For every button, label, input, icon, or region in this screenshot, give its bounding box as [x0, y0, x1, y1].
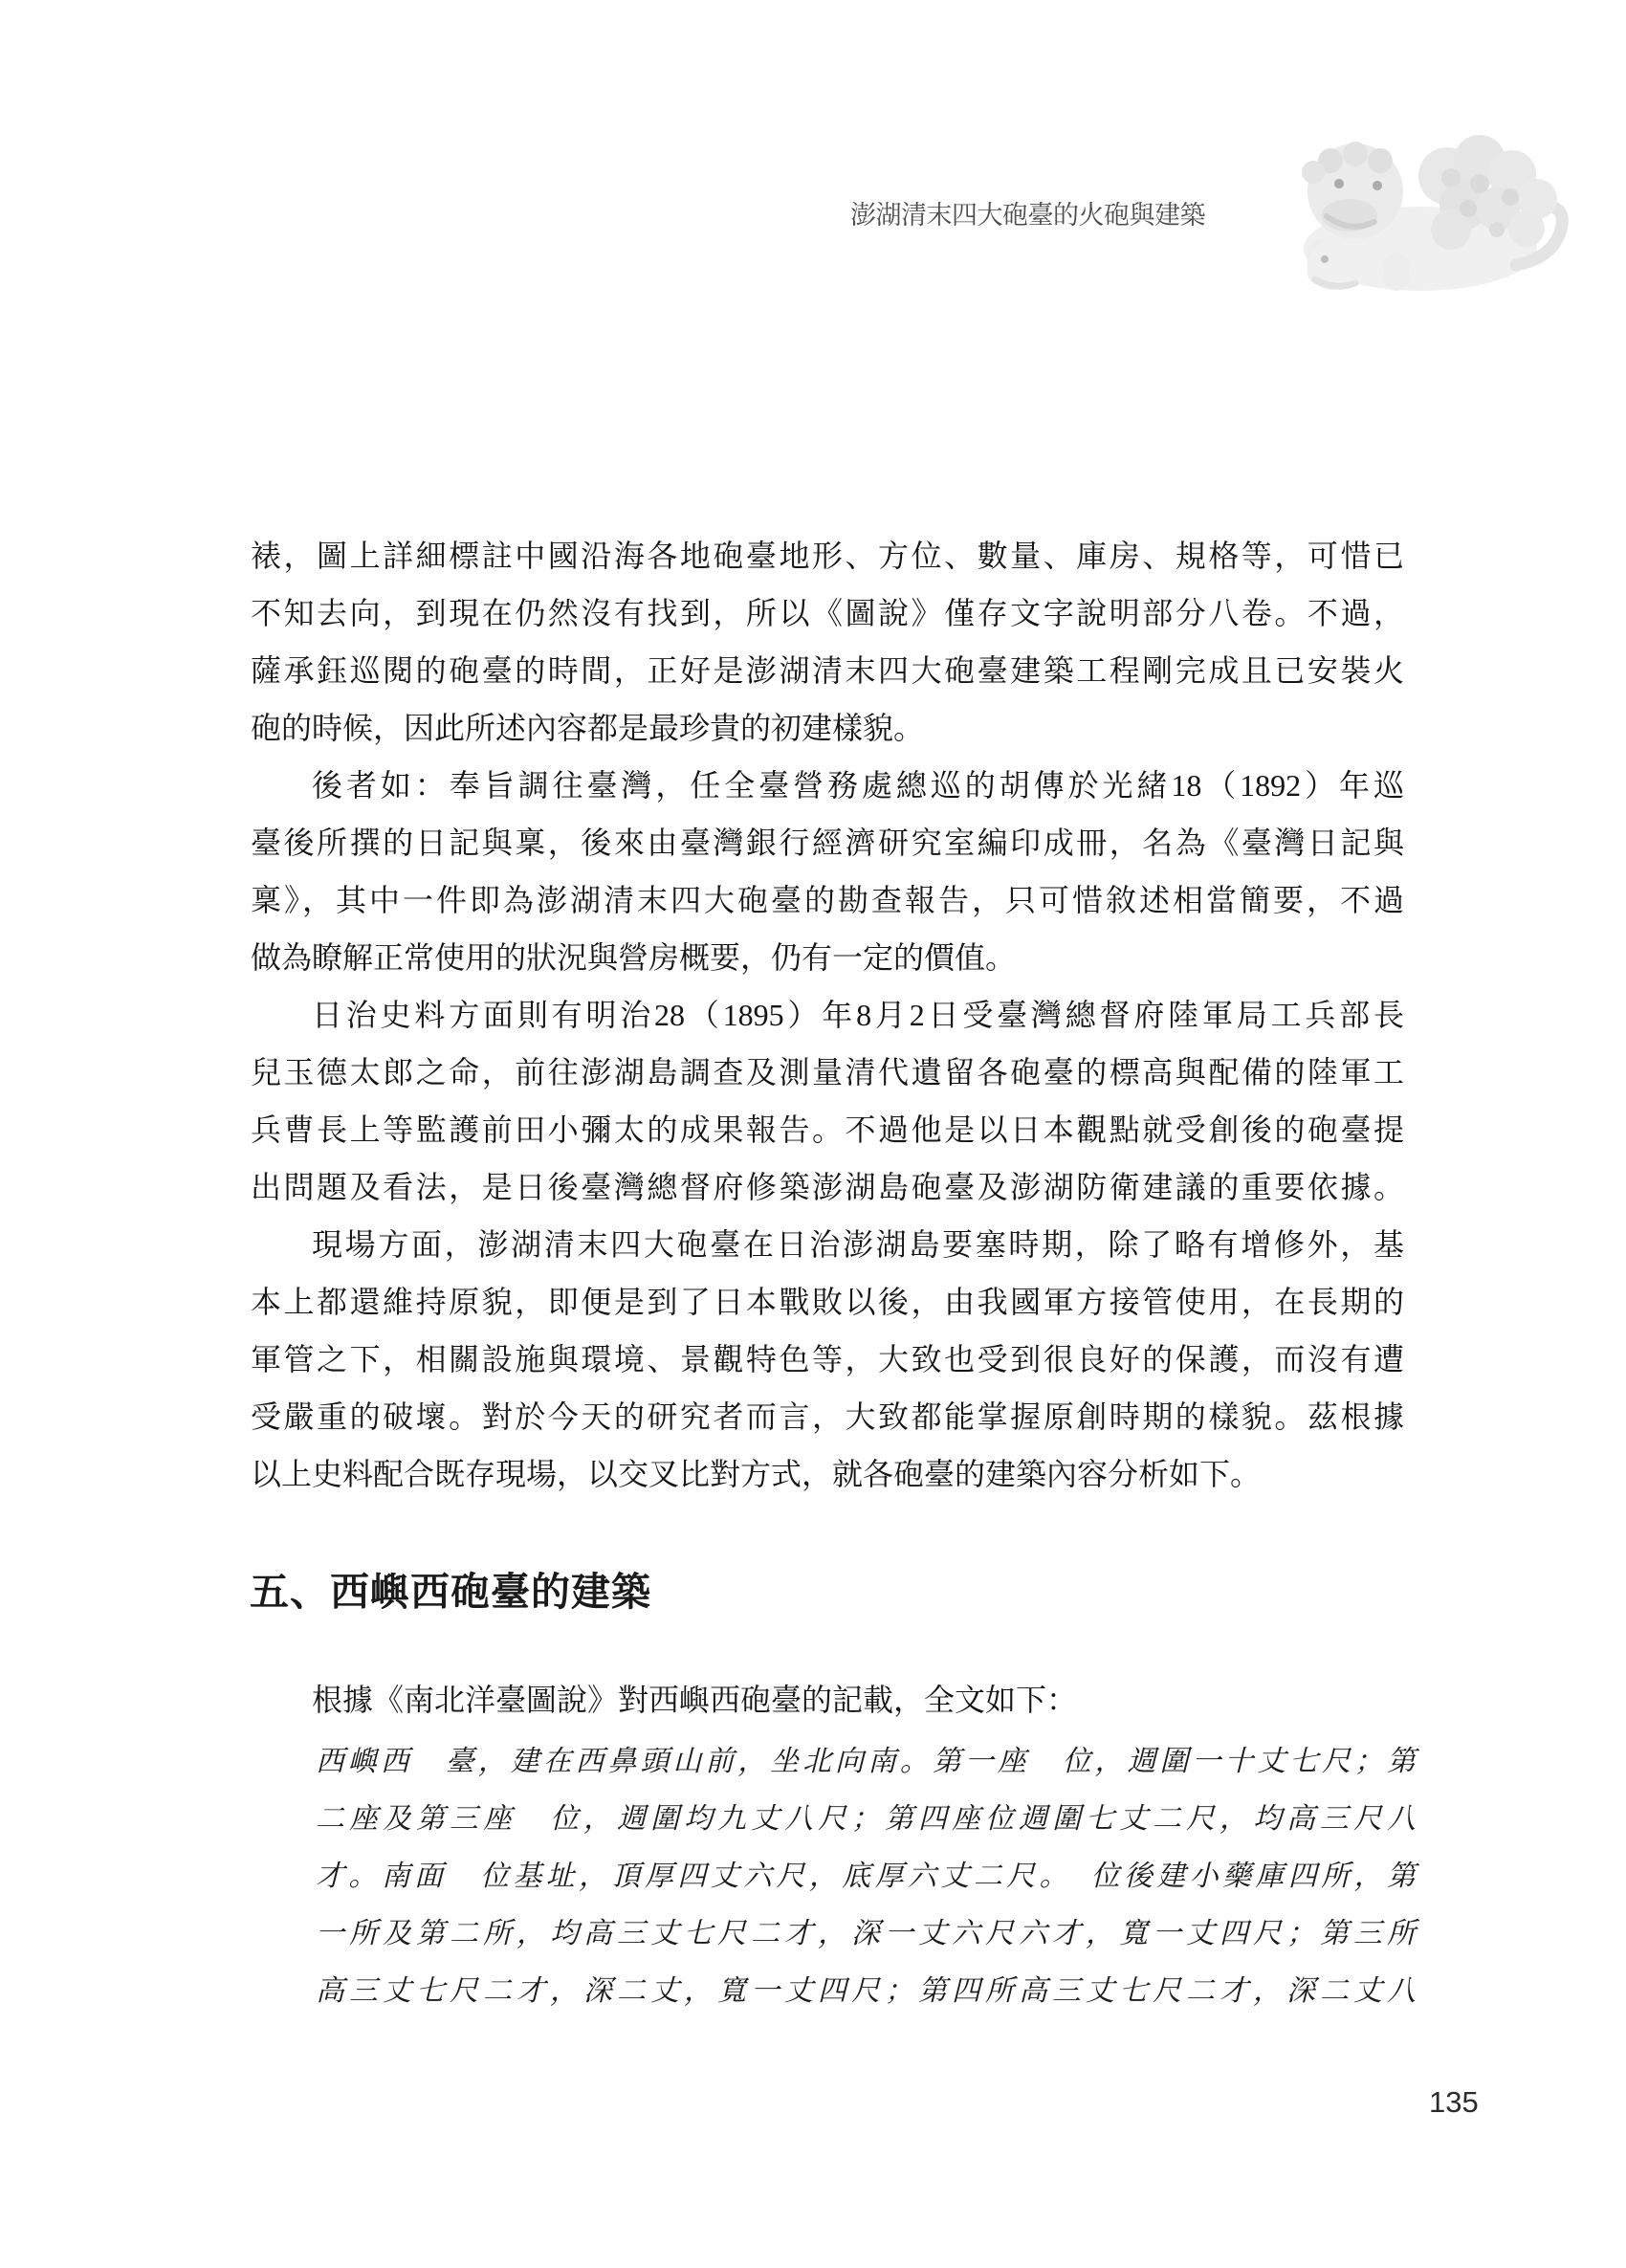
body-line: 受嚴重的破壞。對於今天的研究者而言，大致都能掌握原創時期的樣貌。茲根據: [251, 1399, 1404, 1434]
page-number: 135: [1429, 2085, 1479, 2119]
body-line: 砲的時候，因此所述內容都是最珍貴的初建樣貌。: [251, 711, 925, 745]
quote-line: 高三丈七尺二才，深二丈，寬一丈四尺；第四所高三丈七尺二才，深二丈八: [316, 1975, 1416, 2007]
quote-line: 一所及第二所，均高三丈七尺二才，深一丈六尺六才，寬一丈四尺；第三所: [316, 1918, 1416, 1949]
body-line: 現場方面，澎湖清末四大砲臺在日治澎湖島要塞時期，除了略有增修外，基: [312, 1227, 1404, 1262]
stone-lion-image: [1239, 117, 1569, 308]
body-line: 軍管之下，相關設施與環境、景觀特色等，大致也受到很良好的保護，而沒有遭: [251, 1342, 1404, 1376]
quote-line: 才。南面 位基址，頂厚四丈六尺，底厚六丈二尺。 位後建小藥庫四所，第: [316, 1861, 1416, 1892]
body-line: 出問題及看法，是日後臺灣總督府修築澎湖島砲臺及澎湖防衛建議的重要依據。: [251, 1170, 1404, 1204]
body-line: 裱，圖上詳細標註中國沿海各地砲臺地形、方位、數量、庫房、規格等，可惜已: [251, 539, 1404, 573]
body-line: 日治史料方面則有明治28（1895）年8月2日受臺灣總督府陸軍局工兵部長: [312, 998, 1404, 1032]
body-line: 做為瞭解正常使用的狀況與營房概要，仍有一定的價值。: [251, 940, 1017, 975]
body-line: 薩承鈺巡閱的砲臺的時間，正好是澎湖清末四大砲臺建築工程剛完成且已安裝火: [251, 653, 1404, 688]
quote-intro-line: 根據《南北洋臺圖說》對西嶼西砲臺的記載，全文如下：: [312, 1683, 1078, 1717]
quote-line: 西嶼西 臺，建在西鼻頭山前，坐北向南。第一座 位，週圍一十丈七尺；第: [316, 1746, 1416, 1777]
body-line: 兒玉德太郎之命，前往澎湖島調查及測量清代遺留各砲臺的標高與配備的陸軍工: [251, 1055, 1404, 1090]
body-line: 臺後所撰的日記與稟，後來由臺灣銀行經濟研究室編印成冊，名為《臺灣日記與: [251, 826, 1404, 860]
body-line: 本上都還維持原貌，即便是到了日本戰敗以後，由我國軍方接管使用，在長期的: [251, 1285, 1404, 1319]
quote-line: 二座及第三座 位，週圍均九丈八尺；第四座位週圍七丈二尺，均高三尺八: [316, 1803, 1416, 1835]
body-line: 後者如：奉旨調往臺灣，任全臺營務處總巡的胡傳於光緒18（1892）年巡: [312, 768, 1404, 803]
section-heading: 五、西嶼西砲臺的建築: [250, 1569, 651, 1615]
running-header-title: 澎湖清末四大砲臺的火砲與建築: [850, 201, 1205, 231]
body-line: 兵曹長上等監護前田小彌太的成果報告。不過他是以日本觀點就受創後的砲臺提: [251, 1112, 1404, 1147]
body-line: 不知去向，到現在仍然沒有找到，所以《圖說》僅存文字說明部分八卷。不過，: [251, 596, 1404, 630]
body-text-block: [251, 527, 1404, 1503]
body-line: 稟》，其中一件即為澎湖清末四大砲臺的勘查報告，只可惜敘述相當簡要，不過: [251, 883, 1404, 917]
quote-block: [316, 1733, 1416, 2020]
body-line: 以上史料配合既存現場，以交叉比對方式，就各砲臺的建築內容分析如下。: [251, 1457, 1262, 1491]
